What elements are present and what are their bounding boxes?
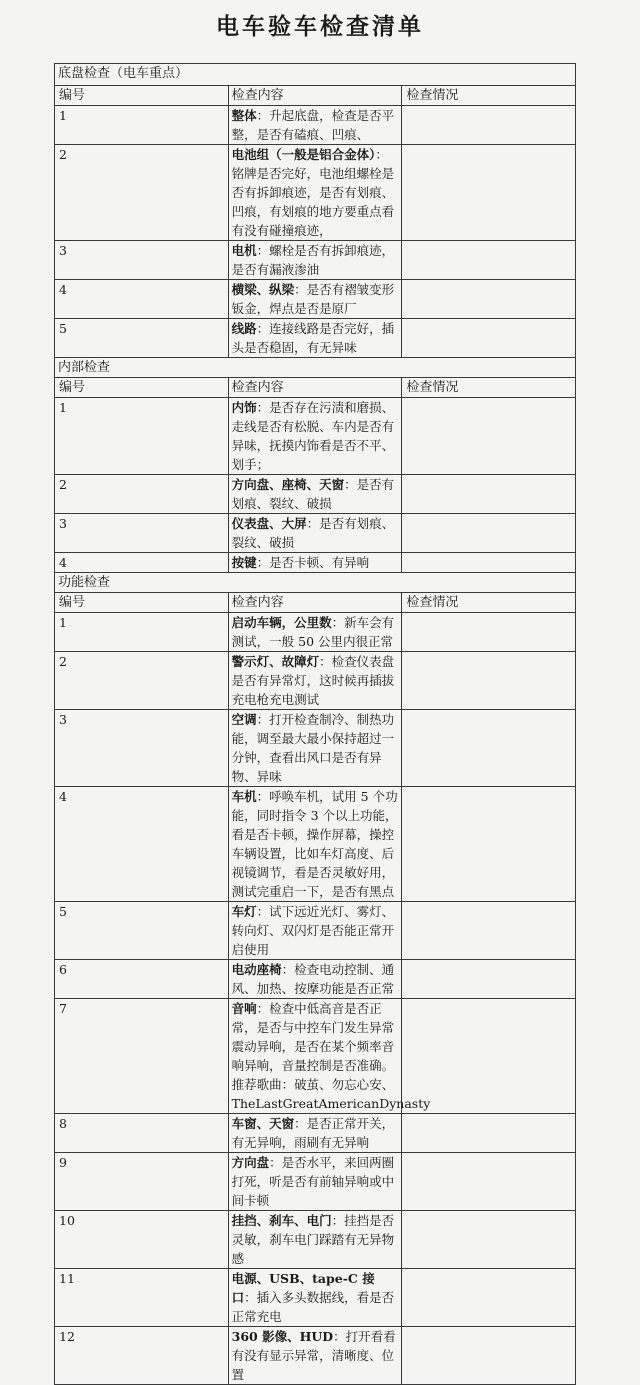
- column-header-row: [55, 86, 576, 106]
- table-row: [55, 1153, 576, 1211]
- header-status: 检查情况: [402, 86, 576, 106]
- table-row: [55, 398, 576, 475]
- item-content: [228, 1327, 402, 1385]
- item-number: 2: [55, 145, 229, 241]
- status-cell[interactable]: [402, 1327, 576, 1385]
- status-cell[interactable]: [402, 398, 576, 475]
- item-keyword: 电源、USB、tape-C 接口: [231, 1271, 375, 1305]
- status-cell[interactable]: [402, 514, 576, 553]
- status-cell[interactable]: [402, 241, 576, 280]
- item-keyword: 方向盘: [231, 1155, 270, 1170]
- item-keyword: 横梁、纵梁: [231, 282, 295, 297]
- item-content: [228, 280, 402, 319]
- item-content: [228, 652, 402, 710]
- item-content: [228, 960, 402, 999]
- table-row: [55, 1327, 576, 1385]
- item-content: [228, 241, 402, 280]
- item-number: 5: [55, 319, 229, 358]
- item-number: 12: [55, 1327, 229, 1385]
- table-row: [55, 106, 576, 145]
- item-description: ：挂挡是否灵敏，刹车电门踩踏有无异物感: [231, 1213, 395, 1266]
- section-title-row: [55, 64, 576, 86]
- item-content: [228, 613, 402, 652]
- item-content: [228, 106, 402, 145]
- item-number: 2: [55, 652, 229, 710]
- section-title-row: [55, 358, 576, 378]
- item-description: ：检查仪表盘是否有异常灯，这时候再插拔充电枪充电测试: [231, 654, 395, 707]
- table-row: [55, 514, 576, 553]
- item-content: [228, 999, 431, 1114]
- item-keyword: 方向盘、座椅、天窗: [231, 477, 345, 492]
- item-number: 2: [55, 475, 229, 514]
- item-description: ：是否存在污渍和磨损、走线是否有松脱、车内是否有异味，抚摸内饰看是否不平、划手；: [231, 400, 395, 472]
- item-content: [228, 1114, 402, 1153]
- table-row: [55, 319, 576, 358]
- item-keyword: 挂挡、刹车、电门: [231, 1213, 332, 1228]
- item-keyword: 车窗、天窗: [231, 1116, 295, 1131]
- item-keyword: 车机: [231, 789, 257, 804]
- item-number: 4: [55, 787, 229, 902]
- header-no: 编号: [55, 378, 229, 398]
- item-description: ：检查电动控制、通风、加热、按摩功能是否正常: [231, 962, 395, 996]
- status-cell[interactable]: [402, 145, 576, 241]
- section-title: 底盘检查（电车重点）: [55, 64, 576, 86]
- table-row: [55, 1211, 576, 1269]
- item-number: 1: [55, 398, 229, 475]
- item-keyword: 空调: [231, 712, 257, 727]
- status-cell[interactable]: [402, 1153, 576, 1211]
- item-keyword: 车灯: [231, 904, 257, 919]
- section-title-row: [55, 573, 576, 593]
- item-number: 8: [55, 1114, 229, 1153]
- table-row: [55, 553, 576, 573]
- item-keyword: 360 影像、HUD: [231, 1329, 334, 1344]
- status-cell[interactable]: [402, 1211, 576, 1269]
- item-keyword: 警示灯、故障灯: [231, 654, 320, 669]
- item-number: 4: [55, 553, 229, 573]
- status-cell[interactable]: [402, 1114, 576, 1153]
- item-keyword: 电动座椅: [231, 962, 282, 977]
- item-content: [228, 1211, 402, 1269]
- header-status: 检查情况: [402, 378, 576, 398]
- item-description: ：是否正常开关，有无异响，雨刷有无异响: [231, 1116, 395, 1150]
- item-number: 3: [55, 241, 229, 280]
- item-keyword: 仪表盘、大屏: [231, 516, 307, 531]
- item-content: [228, 145, 402, 241]
- table-row: [55, 145, 576, 241]
- item-content: [228, 1269, 402, 1327]
- table-row: [55, 999, 576, 1114]
- item-keyword: 电机: [231, 243, 257, 258]
- status-cell[interactable]: [402, 280, 576, 319]
- item-keyword: 按键: [231, 555, 257, 570]
- header-content: 检查内容: [228, 593, 402, 613]
- column-header-row: [55, 593, 576, 613]
- table-row: [55, 1269, 576, 1327]
- item-description: ：是否有划痕、裂纹、破损: [231, 477, 395, 511]
- item-number: 6: [55, 960, 229, 999]
- status-cell[interactable]: [402, 553, 576, 573]
- item-number: 3: [55, 710, 229, 787]
- item-description: ：打开看看有没有显示异常，清晰度、位置: [231, 1329, 396, 1382]
- item-number: 9: [55, 1153, 229, 1211]
- status-cell[interactable]: [402, 710, 576, 787]
- item-number: 7: [55, 999, 229, 1114]
- status-cell[interactable]: [402, 902, 576, 960]
- status-cell[interactable]: [402, 613, 576, 652]
- status-cell[interactable]: [402, 106, 576, 145]
- item-content: [228, 398, 402, 475]
- item-description: ：螺栓是否有拆卸痕迹，是否有漏液渗油: [231, 243, 395, 277]
- item-description: ：是否卡顿、有异响: [256, 555, 370, 570]
- item-description: ：是否有划痕、裂纹、破损: [231, 516, 395, 550]
- item-content: [228, 475, 402, 514]
- status-cell[interactable]: [402, 1269, 576, 1327]
- checklist-table: [54, 63, 576, 1385]
- item-number: 11: [55, 1269, 229, 1327]
- item-content: [228, 319, 402, 358]
- section-title: 内部检查: [55, 358, 576, 378]
- item-content: [228, 902, 402, 960]
- item-description: ：是否水平，来回两圈打死，听是否有前轴异响或中间卡顿: [231, 1155, 395, 1208]
- status-cell[interactable]: [402, 960, 576, 999]
- item-number: 1: [55, 613, 229, 652]
- table-row: [55, 280, 576, 319]
- item-keyword: 线路: [231, 321, 257, 336]
- table-row: [55, 241, 576, 280]
- item-number: 1: [55, 106, 229, 145]
- item-description: ：连接线路是否完好，插头是否稳固，有无异味: [231, 321, 395, 355]
- table-row: [55, 902, 576, 960]
- item-number: 5: [55, 902, 229, 960]
- status-cell[interactable]: [402, 787, 576, 902]
- item-keyword: 整体: [231, 108, 257, 123]
- header-content: 检查内容: [228, 378, 402, 398]
- item-number: 3: [55, 514, 229, 553]
- item-content: [228, 710, 402, 787]
- item-keyword: 电池组（一般是铝合金体）: [231, 147, 376, 162]
- table-row: [55, 475, 576, 514]
- item-keyword: 启动车辆，公里数: [231, 615, 332, 630]
- table-row: [55, 1114, 576, 1153]
- table-row: [55, 960, 576, 999]
- table-row: [55, 787, 576, 902]
- item-description: ：插入多头数据线，看是否正常充电: [231, 1290, 395, 1324]
- section-title: 功能检查: [55, 573, 576, 593]
- header-no: 编号: [55, 86, 229, 106]
- status-cell[interactable]: [402, 652, 576, 710]
- item-content: [228, 1153, 402, 1211]
- table-row: [55, 613, 576, 652]
- item-description: ：是否有褶皱变形钣金，焊点是否是原厂: [231, 282, 395, 316]
- item-description: ：铭牌是否完好，电池组螺栓是否有拆卸痕迹，是否有划痕、凹痕，有划痕的地方要重点看有没有碰撞痕迹，: [231, 147, 395, 238]
- header-no: 编号: [55, 593, 229, 613]
- item-number: 10: [55, 1211, 229, 1269]
- column-header-row: [55, 378, 576, 398]
- table-row: [55, 652, 576, 710]
- item-description: ：新车会有测试，一般 50 公里内很正常: [231, 615, 395, 649]
- item-content: [228, 787, 402, 902]
- item-description: ：检查中低高音是否正常，是否与中控车门发生异常震动异响，是否在某个频率音响异响，音量控制是否准确。推荐歌曲：破茧、勿忘心安、TheLastGreatAmericanDynasty: [231, 1001, 431, 1111]
- item-content: [228, 514, 402, 553]
- table-row: [55, 710, 576, 787]
- item-keyword: 内饰: [231, 400, 257, 415]
- item-number: 4: [55, 280, 229, 319]
- header-status: 检查情况: [402, 593, 576, 613]
- header-content: 检查内容: [228, 86, 402, 106]
- item-description: ：打开检查制冷、制热功能，调至最大最小保持超过一分钟，查看出风口是否有异物、异味: [231, 712, 395, 784]
- item-description: ：试下远近光灯、雾灯、转向灯、双闪灯是否能正常开启使用: [231, 904, 395, 957]
- status-cell[interactable]: [402, 475, 576, 514]
- item-description: ：呼唤车机，试用 5 个功能，同时指令 3 个以上功能，看是否卡顿，操作屏幕，操控车辆设置，比如车灯高度、后视镜调节，看是否灵敏好用，测试完重启一下，是否有黑点: [231, 789, 398, 899]
- page-title: 电车验车检查清单: [216, 13, 424, 40]
- item-description: ：升起底盘，检查是否平整，是否有磕痕、凹痕、: [231, 108, 395, 142]
- item-content: [228, 553, 402, 573]
- status-cell[interactable]: [402, 319, 576, 358]
- item-keyword: 音响: [231, 1001, 257, 1016]
